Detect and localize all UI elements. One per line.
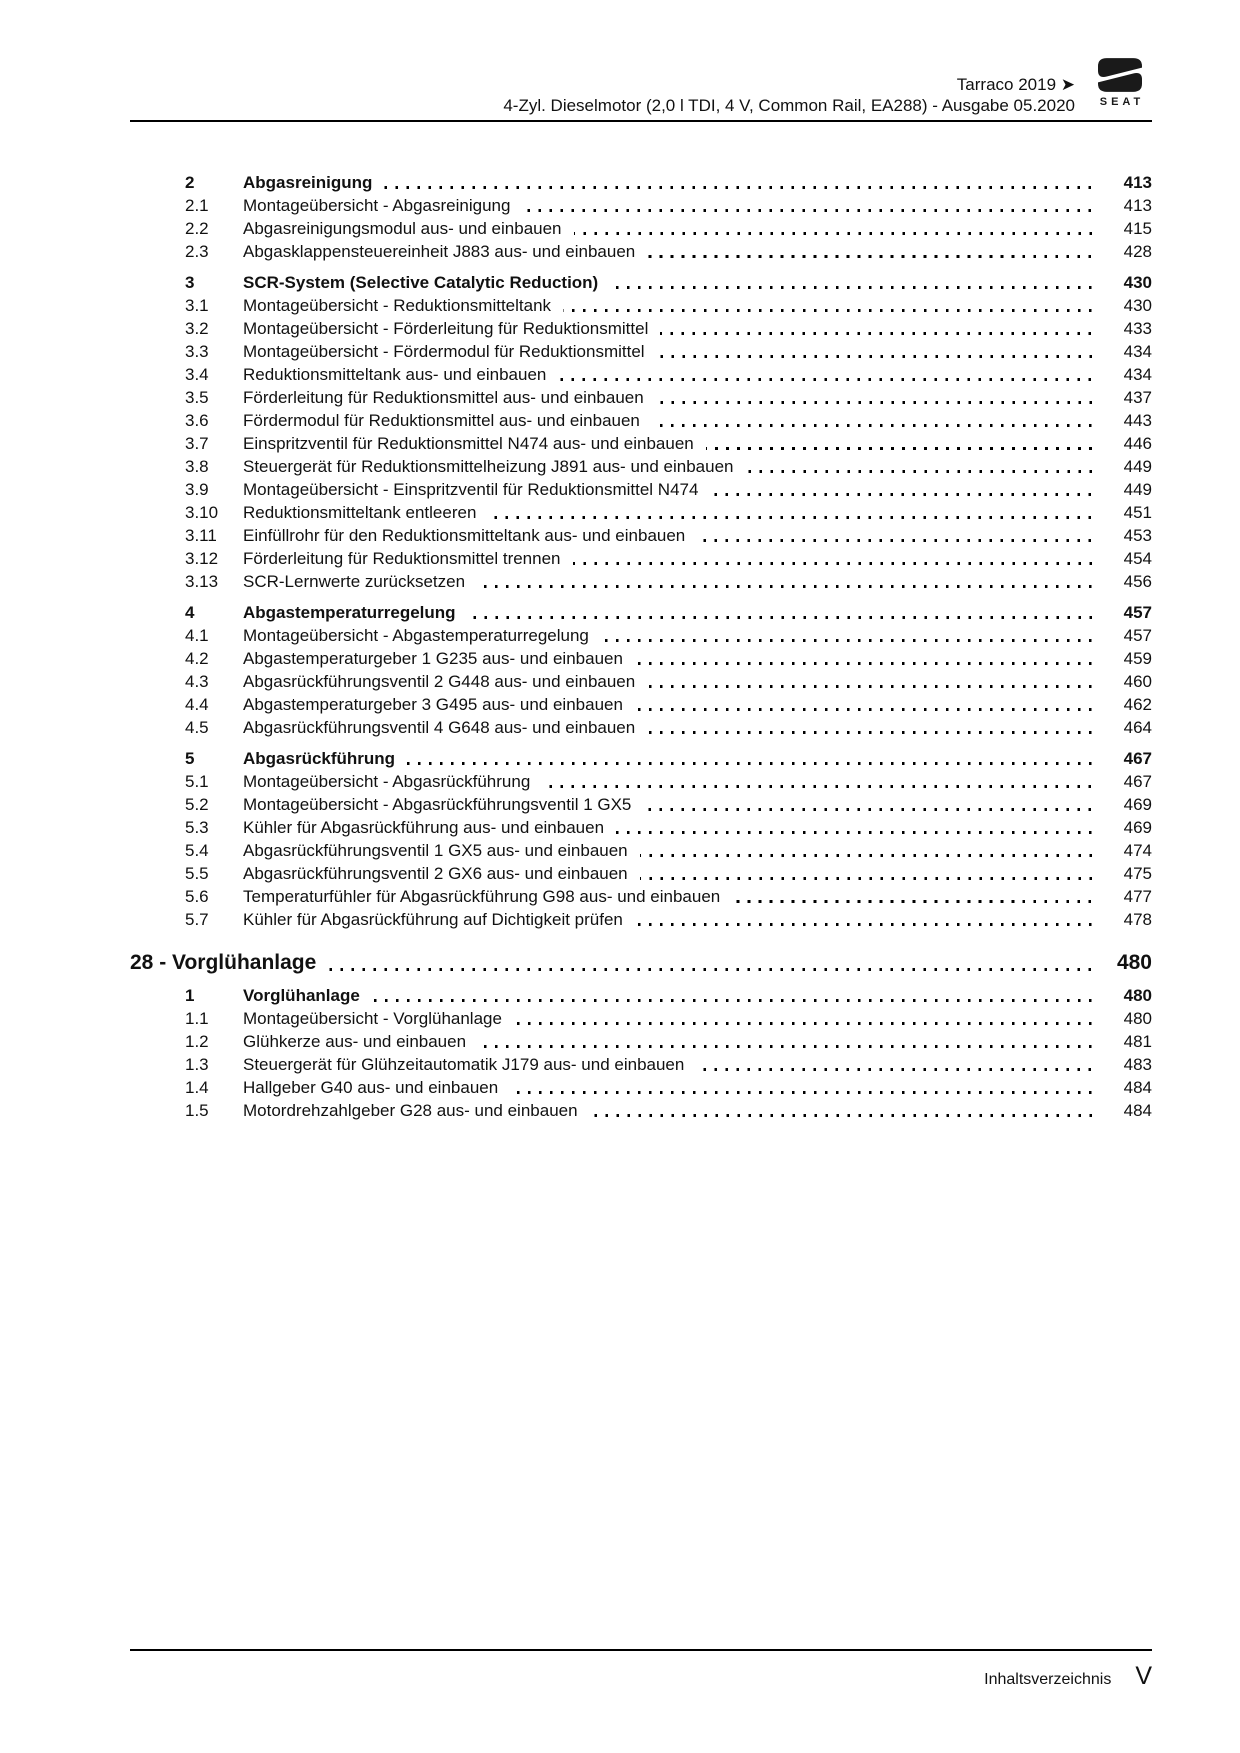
toc-entry-title: Motordrehzahlgeber G28 aus- und einbauen — [243, 1101, 578, 1120]
toc-entry — [130, 432, 1152, 455]
toc-entry-number: 3.10 — [185, 503, 219, 522]
toc-entry-page: 453 — [1123, 526, 1152, 545]
toc-entry — [130, 716, 1152, 739]
dot-leader — [746, 470, 1097, 473]
toc-entry-page: 413 — [1123, 196, 1152, 215]
toc-entry — [130, 693, 1152, 716]
dot-leader — [573, 562, 1097, 565]
toc-entry — [130, 839, 1152, 862]
toc-entry-number: 3.13 — [185, 572, 219, 591]
toc-entry-page: 480 — [1123, 986, 1152, 1005]
toc-entry-title: Abgasreinigung — [243, 173, 373, 192]
toc-entry-page: 484 — [1123, 1101, 1152, 1120]
toc-entry-number: 5.4 — [185, 841, 209, 860]
toc-entry-page: 449 — [1123, 480, 1152, 499]
dot-leader — [488, 516, 1096, 519]
toc-entry-page: 474 — [1123, 841, 1152, 860]
toc-list — [130, 163, 1152, 1122]
toc-entry-page: 483 — [1123, 1055, 1152, 1074]
engine-subtitle: 4-Zyl. Dieselmotor (2,0 l TDI, 4 V, Common Rail, EA288) - Ausgabe 05.2020 — [503, 96, 1075, 115]
toc-entry-number: 1.1 — [185, 1009, 209, 1028]
toc-entry-title: Abgasrückführungsventil 2 GX6 aus- und einbauen — [243, 864, 628, 883]
toc-entry-number: 5 — [185, 749, 195, 768]
toc-entry-number: 1.3 — [185, 1055, 209, 1074]
dot-leader — [477, 585, 1096, 588]
dot-leader — [558, 378, 1096, 381]
toc-entry-page: 481 — [1123, 1032, 1152, 1051]
toc-entry-page: 430 — [1123, 296, 1152, 315]
toc-entry-number: 4 — [185, 603, 195, 622]
toc-entry — [130, 946, 1152, 977]
toc-entry-number: 2 — [185, 173, 195, 192]
toc-entry — [130, 885, 1152, 908]
dot-leader — [696, 1068, 1096, 1071]
toc-entry-page: 475 — [1123, 864, 1152, 883]
dot-leader — [640, 877, 1096, 880]
toc-entry-number: 3.6 — [185, 411, 209, 430]
toc-entry-title: Reduktionsmitteltank aus- und einbauen — [243, 365, 547, 384]
toc-entry-number: 3.5 — [185, 388, 209, 407]
toc-entry-page: 469 — [1123, 795, 1152, 814]
toc-entry-number: 2.3 — [185, 242, 209, 261]
toc-entry — [130, 984, 1152, 1007]
toc-entry — [130, 770, 1152, 793]
dot-leader — [647, 685, 1096, 688]
toc-entry-title: Abgasrückführungsventil 1 GX5 aus- und einbauen — [243, 841, 628, 860]
toc-entry — [130, 294, 1152, 317]
toc-entry-title: Abgastemperaturgeber 3 G495 aus- und einbauen — [243, 695, 623, 714]
toc-entry-number: 3.11 — [185, 526, 217, 545]
toc-entry-title: Montageübersicht - Fördermodul für Reduktionsmittel — [243, 342, 645, 361]
toc-entry — [130, 624, 1152, 647]
toc-entry-number: 1.4 — [185, 1078, 209, 1097]
toc-entry-page: 437 — [1123, 388, 1152, 407]
toc-entry — [130, 271, 1152, 294]
toc-entry-title: Montageübersicht - Vorglühanlage — [243, 1009, 502, 1028]
toc-entry-number: 5.3 — [185, 818, 209, 837]
toc-entry-page: 469 — [1123, 818, 1152, 837]
toc-entry-title: Kühler für Abgasrückführung auf Dichtigkeit prüfen — [243, 910, 623, 929]
toc-entry-number: 4.4 — [185, 695, 209, 714]
dot-leader — [574, 232, 1096, 235]
toc-entry — [130, 501, 1152, 524]
toc-entry-page: 467 — [1123, 772, 1152, 791]
page-footer — [130, 1649, 1152, 1689]
dot-leader — [710, 493, 1096, 496]
toc-entry-number: 3.9 — [185, 480, 209, 499]
toc-entry — [130, 386, 1152, 409]
toc-entry-number: 1.5 — [185, 1101, 209, 1120]
toc-entry-page: 459 — [1123, 649, 1152, 668]
dot-leader — [328, 968, 1096, 971]
toc-entry-title: Abgasreinigungsmodul aus- und einbauen — [243, 219, 562, 238]
toc-entry — [130, 1007, 1152, 1030]
toc-entry-title: Steuergerät für Glühzeitautomatik J179 aus- und einbauen — [243, 1055, 685, 1074]
toc-entry-page: 433 — [1123, 319, 1152, 338]
toc-entry-title: Montageübersicht - Abgasreinigung — [243, 196, 511, 215]
toc-entry — [130, 1099, 1152, 1122]
toc-entry-title: Abgasrückführungsventil 2 G448 aus- und einbauen — [243, 672, 636, 691]
toc-entry — [130, 647, 1152, 670]
toc-entry-number: 3.2 — [185, 319, 209, 338]
toc-entry-title: Einspritzventil für Reduktionsmittel N474 aus- und einbauen — [243, 434, 694, 453]
toc-entry-number: 4.5 — [185, 718, 209, 737]
toc-entry-number: 3.7 — [185, 434, 209, 453]
dot-leader — [590, 1114, 1096, 1117]
seat-wordmark: SEAT — [1099, 96, 1145, 108]
toc-entry-page: 457 — [1123, 626, 1152, 645]
toc-entry-page: 434 — [1123, 365, 1152, 384]
toc-entry-title: Abgasrückführungsventil 4 G648 aus- und einbauen — [243, 718, 636, 737]
toc-entry-page: 457 — [1123, 603, 1152, 622]
dot-leader — [635, 708, 1096, 711]
dot-leader — [635, 923, 1096, 926]
toc-entry-page: 484 — [1123, 1078, 1152, 1097]
toc-entry-page: 446 — [1123, 434, 1152, 453]
toc-entry-page: 460 — [1123, 672, 1152, 691]
toc-entry-number: 3.4 — [185, 365, 209, 384]
toc-entry-number: 3.3 — [185, 342, 209, 361]
dot-leader — [647, 731, 1096, 734]
toc-entry-title: Vorglühanlage — [243, 986, 360, 1005]
toc-entry-title: Temperaturfühler für Abgasrückführung G98 aus- und einbauen — [243, 887, 721, 906]
toc-entry-page: 454 — [1123, 549, 1152, 568]
toc-entry — [130, 570, 1152, 593]
dot-leader — [652, 424, 1096, 427]
dot-leader — [610, 286, 1096, 289]
toc-entry-title: Förderleitung für Reduktionsmittel aus- und einbauen — [243, 388, 644, 407]
toc-entry-title: Montageübersicht - Abgastemperaturregelung — [243, 626, 589, 645]
seat-logo — [1090, 57, 1150, 108]
header-rule — [130, 120, 1152, 122]
toc-entry — [130, 816, 1152, 839]
toc-entry — [130, 478, 1152, 501]
toc-entry-title: Einfüllrohr für den Reduktionsmitteltank aus- und einbauen — [243, 526, 686, 545]
toc-entry-number: 4.2 — [185, 649, 209, 668]
toc-entry-page: 428 — [1123, 242, 1152, 261]
toc-entry-title: Montageübersicht - Abgasrückführung — [243, 772, 531, 791]
toc-entry — [130, 670, 1152, 693]
toc-entry — [130, 547, 1152, 570]
toc-entry-title: Montageübersicht - Abgasrückführungsventil 1 GX5 — [243, 795, 632, 814]
toc-entry-title: SCR-System (Selective Catalytic Reduction) — [243, 273, 599, 292]
toc-entry — [130, 524, 1152, 547]
toc-entry — [130, 908, 1152, 931]
dot-leader — [640, 854, 1096, 857]
toc-entry — [130, 1030, 1152, 1053]
footer-section-label: Inhaltsverzeichnis — [984, 1671, 1112, 1688]
toc-entry-title: Steuergerät für Reduktionsmittelheizung J891 aus- und einbauen — [243, 457, 734, 476]
toc-entry — [130, 194, 1152, 217]
toc-entry-title: Glühkerze aus- und einbauen — [243, 1032, 467, 1051]
toc-entry-title: 28 - Vorglühanlage — [130, 951, 317, 974]
dot-leader — [510, 1091, 1096, 1094]
toc-entry — [130, 363, 1152, 386]
toc-entry-title: Förderleitung für Reduktionsmittel trennen — [243, 549, 561, 568]
toc-entry-title: Reduktionsmitteltank entleeren — [243, 503, 477, 522]
dot-leader — [635, 662, 1096, 665]
dot-leader — [697, 539, 1096, 542]
dot-leader — [656, 401, 1096, 404]
dot-leader — [542, 785, 1096, 788]
toc-entry-page: 480 — [1116, 951, 1152, 974]
dot-leader — [563, 309, 1096, 312]
toc-entry-number: 5.2 — [185, 795, 209, 814]
toc-entry-title: Kühler für Abgasrückführung aus- und einbauen — [243, 818, 605, 837]
dot-leader — [407, 762, 1096, 765]
toc-entry — [130, 601, 1152, 624]
toc-entry-number: 3.12 — [185, 549, 219, 568]
toc-entry-page: 449 — [1123, 457, 1152, 476]
toc-entry — [130, 409, 1152, 432]
toc-entry-page: 415 — [1123, 219, 1152, 238]
dot-leader — [706, 447, 1096, 450]
toc-entry-page: 480 — [1123, 1009, 1152, 1028]
toc-entry-number: 3.8 — [185, 457, 209, 476]
dot-leader — [647, 255, 1096, 258]
toc-entry-page: 443 — [1123, 411, 1152, 430]
toc-entry-number: 1 — [185, 986, 195, 1005]
toc-entry-title: Abgastemperaturgeber 1 G235 aus- und einbauen — [243, 649, 623, 668]
dot-leader — [372, 999, 1096, 1002]
toc-entry — [130, 340, 1152, 363]
toc-entry — [130, 862, 1152, 885]
toc-entry — [130, 455, 1152, 478]
toc-entry-page: 413 — [1123, 173, 1152, 192]
toc-entry — [130, 240, 1152, 263]
toc-entry-page: 478 — [1123, 910, 1152, 929]
toc-entry-number: 4.1 — [185, 626, 209, 645]
toc-entry-number: 1.2 — [185, 1032, 209, 1051]
toc-entry-title: Montageübersicht - Förderleitung für Reduktionsmittel — [243, 319, 649, 338]
toc-entry — [130, 317, 1152, 340]
toc-entry-title: Abgasklappensteuereinheit J883 aus- und einbauen — [243, 242, 636, 261]
dot-leader — [601, 639, 1096, 642]
dot-leader — [478, 1045, 1096, 1048]
toc-entry — [130, 171, 1152, 194]
toc-entry-page: 451 — [1123, 503, 1152, 522]
dot-leader — [514, 1022, 1096, 1025]
toc-entry-number: 3 — [185, 273, 195, 292]
toc-entry-page: 467 — [1123, 749, 1152, 768]
dot-leader — [643, 808, 1096, 811]
toc-entry-title: SCR-Lernwerte zurücksetzen — [243, 572, 466, 591]
toc-entry-number: 3.1 — [185, 296, 209, 315]
toc-entry-page: 434 — [1123, 342, 1152, 361]
toc-entry — [130, 217, 1152, 240]
toc-entry-page: 477 — [1123, 887, 1152, 906]
toc-entry-page: 462 — [1123, 695, 1152, 714]
dot-leader — [384, 186, 1096, 189]
dot-leader — [732, 900, 1096, 903]
toc-entry-title: Hallgeber G40 aus- und einbauen — [243, 1078, 499, 1097]
footer-page-number: V — [1135, 1662, 1152, 1690]
toc-entry-number: 5.1 — [185, 772, 209, 791]
toc-entry-number: 2.1 — [185, 196, 209, 215]
dot-leader — [522, 209, 1096, 212]
toc-entry-page: 430 — [1123, 273, 1152, 292]
toc-entry-title: Montageübersicht - Reduktionsmitteltank — [243, 296, 552, 315]
dot-leader — [657, 355, 1096, 358]
toc-entry-number: 2.2 — [185, 219, 209, 238]
seat-s-icon — [1090, 57, 1150, 93]
toc-entry-number: 5.7 — [185, 910, 209, 929]
toc-entry — [130, 793, 1152, 816]
toc-entry-page: 464 — [1123, 718, 1152, 737]
toc-entry-title: Fördermodul für Reduktionsmittel aus- und einbauen — [243, 411, 640, 430]
toc-entry — [130, 1076, 1152, 1099]
dot-leader — [660, 332, 1096, 335]
toc-entry-number: 5.6 — [185, 887, 209, 906]
model-line: Tarraco 2019 ➤ — [956, 75, 1075, 94]
toc-entry-page: 456 — [1123, 572, 1152, 591]
toc-entry — [130, 1053, 1152, 1076]
toc-entry-title: Montageübersicht - Einspritzventil für Reduktionsmittel N474 — [243, 480, 699, 499]
toc-entry-number: 5.5 — [185, 864, 209, 883]
dot-leader — [616, 831, 1096, 834]
page-header — [503, 74, 1075, 116]
toc-entry-title: Abgastemperaturregelung — [243, 603, 456, 622]
dot-leader — [468, 616, 1096, 619]
toc-entry-number: 4.3 — [185, 672, 209, 691]
toc-entry-title: Abgasrückführung — [243, 749, 396, 768]
toc-entry — [130, 747, 1152, 770]
